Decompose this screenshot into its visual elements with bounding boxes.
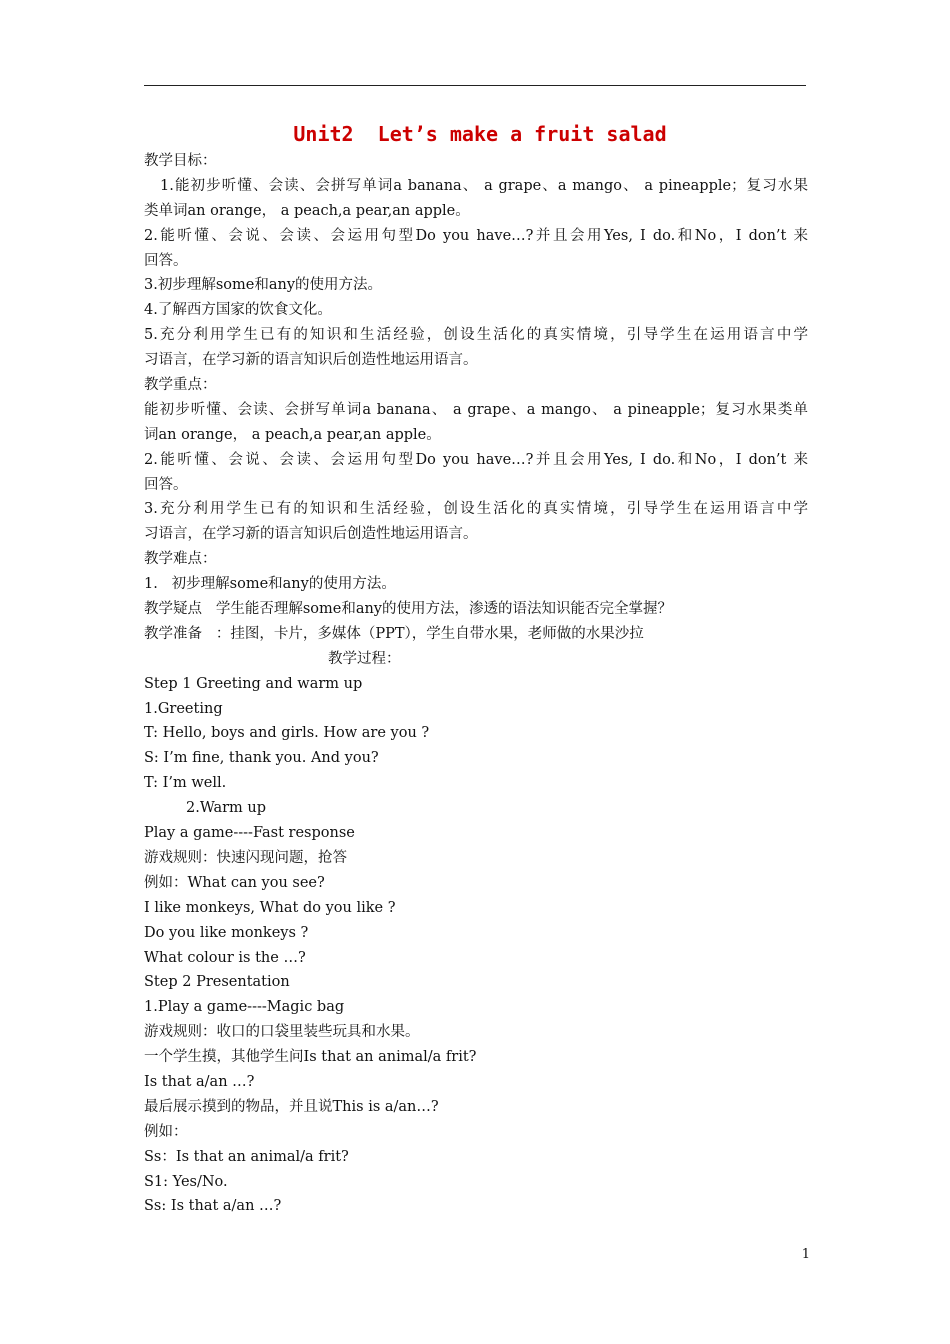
section-heading: 教学目标：: [144, 153, 217, 169]
text-line: I like monkeys, What do you like ?: [144, 899, 396, 916]
text-line: 1.Play a game----Magic bag: [144, 999, 345, 1016]
text-line: 2.Warm up: [186, 800, 267, 817]
text-line: 最后展示摸到的物品，并且说This is a/an…?: [144, 1098, 439, 1115]
text-line: 能初步听懂、会读、会拼写单词a banana、 a grape、a mango、 a pineapple；复习水果类单: [144, 401, 808, 418]
text-line: 3.充分利用学生已有的知识和生活经验，创设生活化的真实情境，引导学生在运用语言中学: [144, 501, 808, 518]
text-line: 习语言，在学习新的语言知识后创造性地运用语言。: [144, 352, 478, 369]
document-body: [144, 149, 808, 1219]
text-line: 1.能初步听懂、会读、会拼写单词a banana、 a grape、a mango、 a pineapple；复习水果: [160, 177, 808, 194]
page-number: 1: [801, 1247, 810, 1262]
section-heading: 教学过程：: [328, 650, 401, 667]
text-line: 习语言，在学习新的语言知识后创造性地运用语言。: [144, 526, 478, 543]
text-line: 教学疑点 学生能否理解some和any的使用方法，渗透的语法知识能否完全掌握？: [144, 601, 673, 618]
header-rule: [144, 85, 806, 86]
text-line: Ss: Is that a/an …?: [144, 1198, 282, 1215]
text-line: Do you like monkeys ?: [144, 924, 309, 941]
section-heading: 教学重点：: [144, 377, 217, 394]
text-line: 1. 初步理解some和any的使用方法。: [144, 576, 396, 593]
text-line: 回答。: [144, 476, 188, 493]
text-line: S1: Yes/No.: [144, 1173, 228, 1190]
text-line: S: I’m fine, thank you. And you?: [144, 750, 379, 767]
section-heading: 教学难点：: [144, 551, 217, 568]
text-line: 5.充分利用学生已有的知识和生活经验，创设生活化的真实情境，引导学生在运用语言中学: [144, 327, 808, 344]
text-line: 词an orange， a peach,a pear,an apple。: [144, 426, 441, 443]
text-line: Ss：Is that an animal/a frit?: [144, 1148, 349, 1165]
text-line: Is that a/an …?: [144, 1073, 255, 1090]
text-line: 游戏规则：收口的口袋里装些玩具和水果。: [144, 1024, 420, 1041]
text-line: What colour is the …?: [144, 949, 306, 966]
text-line: 4.了解西方国家的饮食文化。: [144, 302, 332, 319]
text-line: 教学准备 ：挂图，卡片，多媒体（PPT），学生自带水果，老师做的水果沙拉: [144, 625, 644, 642]
document-title: Unit2 Let’s make a fruit salad: [293, 122, 667, 146]
text-line: 2.能听懂、会说、会读、会运用句型Do you have…?并且会用Yes, I do.和No，I don’t 来: [144, 227, 808, 244]
text-line: T: Hello, boys and girls. How are you ?: [144, 725, 430, 742]
text-line: 一个学生摸，其他学生问Is that an animal/a frit?: [144, 1049, 477, 1066]
text-line: Play a game----Fast response: [144, 825, 355, 842]
text-line: 1.Greeting: [144, 700, 223, 717]
text-line: 2.能听懂、会说、会读、会运用句型Do you have…?并且会用Yes, I do.和No，I don’t 来: [144, 451, 808, 468]
text-line: Step 2 Presentation: [144, 974, 290, 991]
text-line: 游戏规则：快速闪现问题，抢答: [144, 849, 347, 866]
text-line: Step 1 Greeting and warm up: [144, 675, 363, 692]
text-line: 3.初步理解some和any的使用方法。: [144, 277, 383, 294]
text-line: 类单词an orange， a peach,a pear,an apple。: [144, 202, 470, 219]
text-line: 例如：What can you see?: [144, 874, 325, 891]
text-line: 回答。: [144, 252, 188, 269]
text-line: T: I’m well.: [144, 775, 227, 792]
text-line: 例如：: [144, 1123, 188, 1140]
